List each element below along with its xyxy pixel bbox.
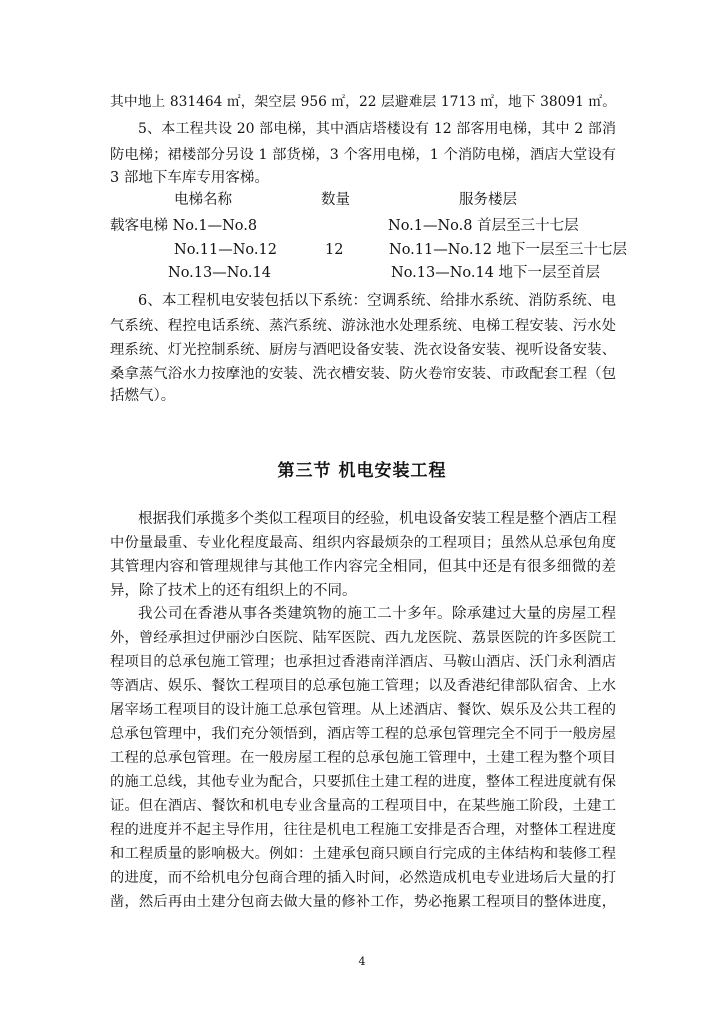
systems-line: 理系统、灯光控制系统、厨房与酒吧设备安装、洗衣设备安装、视听设备安装、 [110,342,616,358]
paragraph-line: 的进度，而不给机电分包商合理的插入时间，必然造成机电专业进场后大量的打 [110,870,616,886]
table-header-qty: 数量 [321,192,350,208]
paragraph-line: 凿，然后再由土建分包商去做大量的修补工作，势必拖累工程项目的整体进度， [110,894,616,910]
paragraph-line: 工程的总承包管理。在一般房屋工程的总承包施工管理中，土建工程为整个项目 [110,750,616,766]
intro-line: 其中地上 831464 ㎡，架空层 956 ㎡，22 层避难层 1713 ㎡，地下 38091 ㎡。 [110,94,616,110]
section-title: 第三节 机电安装工程 [277,461,447,481]
table-cell-floors: No.1—No.8 首层至三十七层 [388,218,579,234]
systems-line: 括燃气）。 [110,388,176,404]
table-cell-qty: 12 [325,242,344,258]
paragraph-line: 程项目的总承包施工管理；也承担过香港南洋酒店、马鞍山酒店、沃门永利酒店 [110,654,616,670]
table-cell-floors: No.13—No.14 地下一层至首层 [391,265,601,281]
systems-line: 6、本工程机电安装包括以下系统：空调系统、给排水系统、消防系统、电 [138,293,616,309]
paragraph-line: 屠宰场工程项目的设计施工总承包管理。从上述酒店、餐饮、娱乐及公共工程的 [110,702,616,718]
table-cell-floors: No.11—No.12 地下一层至三十七层 [389,242,628,258]
intro-line: 3 部地下车库专用客梯。 [110,170,269,186]
table-header-name: 电梯名称 [174,192,232,208]
paragraph-line: 证。但在酒店、餐饮和机电专业含量高的工程项目中，在某些施工阶段，土建工 [110,798,616,814]
paragraph-line: 的施工总线，其他专业为配合，只要抓住土建工程的进度，整体工程进度就有保 [110,774,616,790]
paragraph-line: 其管理内容和管理规律与其他工作内容完全相同，但其中还是有很多细微的差 [110,559,616,575]
table-cell-name: 载客电梯 No.1—No.8 [110,218,258,234]
paragraph-line: 等酒店、娱乐、餐饮工程项目的总承包施工管理；以及香港纪律部队宿舍、上水 [110,678,616,694]
systems-line: 气系统、程控电话系统、蒸汽系统、游泳池水处理系统、电梯工程安装、污水处 [110,318,616,334]
paragraph-line: 根据我们承揽多个类似工程项目的经验，机电设备安装工程是整个酒店工程 [138,511,617,527]
table-header-floors: 服务楼层 [459,192,517,208]
paragraph-line: 总承包管理中，我们充分领悟到，酒店等工程的总承包管理完全不同于一般房屋 [110,726,616,742]
paragraph-line: 和工程质量的影响极大。例如：土建承包商只顾自行完成的主体结构和装修工程 [110,846,616,862]
table-cell-name: No.11—No.12 [174,242,277,258]
paragraph-line: 程的进度并不起主导作用，往往是机电工程施工安排是否合理，对整体工程进度 [110,822,616,838]
intro-line: 5、本工程共设 20 部电梯，其中酒店塔楼设有 12 部客用电梯，其中 2 部消 [138,121,616,137]
paragraph-line: 中份量最重、专业化程度最高、组织内容最烦杂的工程项目；虽然从总承包角度 [110,535,616,551]
intro-line: 防电梯；裙楼部分另设 1 部货梯，3 个客用电梯，1 个消防电梯，酒店大堂设有 [110,147,616,163]
table-cell-name: No.13—No.14 [168,265,271,281]
paragraph-line: 我公司在香港从事各类建筑物的施工二十多年。除承建过大量的房屋工程 [138,606,616,622]
page-number: 4 [358,955,366,968]
systems-line: 桑拿蒸气浴水力按摩池的安装、洗衣槽安装、防火卷帘安装、市政配套工程（包 [110,366,616,382]
paragraph-line: 外，曾经承担过伊丽沙白医院、陆军医院、西九龙医院、荔景医院的许多医院工 [110,630,616,646]
paragraph-line: 异，除了技术上的还有组织上的不同。 [110,583,357,599]
